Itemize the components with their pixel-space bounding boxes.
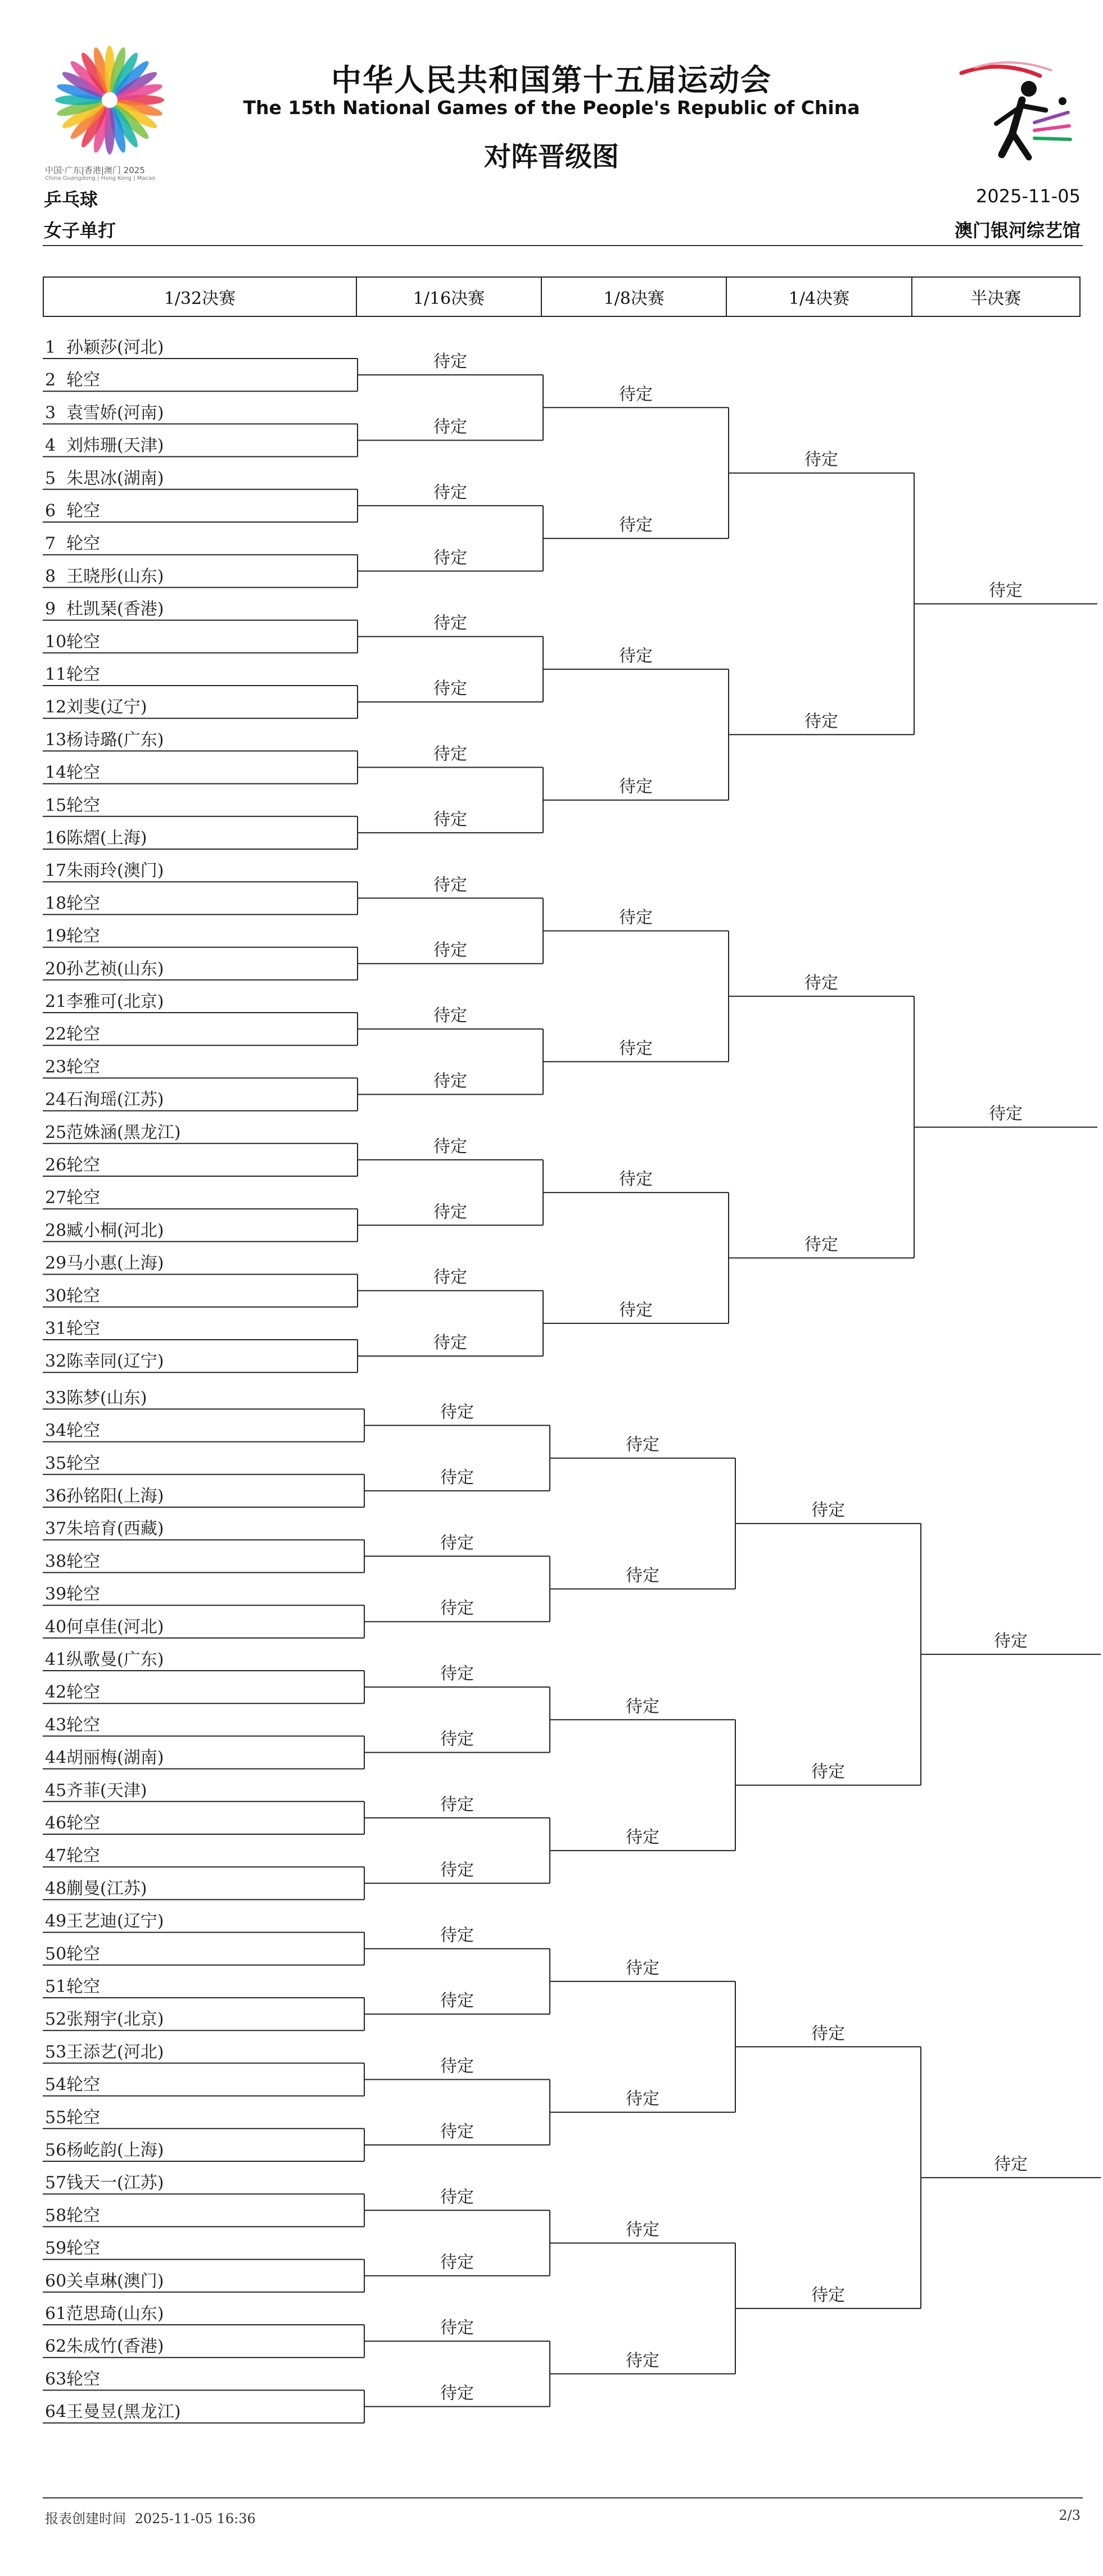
pending-winner: 待定	[440, 1925, 474, 1945]
pending-winner: 待定	[811, 2024, 845, 2044]
seed-number: 48	[45, 1879, 67, 1899]
seed-number: 11	[45, 665, 67, 684]
seed-number: 30	[45, 1286, 67, 1306]
pending-winner: 待定	[440, 2121, 474, 2142]
seed-number: 64	[45, 2402, 67, 2422]
player-name: 朱成竹(香港)	[66, 2337, 164, 2357]
seed-number: 42	[45, 1682, 67, 1703]
pending-winner: 待定	[440, 1991, 474, 2011]
pending-winner: 待定	[433, 417, 467, 437]
pending-winner: 待定	[433, 1071, 467, 1091]
page-title: 对阵晋级图	[483, 141, 619, 173]
venue-label: 澳门银河综艺馆	[954, 220, 1081, 241]
seed-number: 49	[45, 1911, 67, 1931]
pending-winner: 待定	[433, 809, 467, 829]
pending-winner: 待定	[440, 1664, 474, 1684]
player-name: 齐菲(天津)	[66, 1780, 147, 1801]
seed-number: 10	[45, 632, 67, 652]
report-created-label: 报表创建时间	[45, 2511, 126, 2527]
player-name: 孙铭阳(上海)	[66, 1486, 164, 1506]
player-name: 钱天一(江苏)	[66, 2173, 164, 2193]
seed-number: 19	[45, 926, 67, 946]
player-name: 杜凯琹(香港)	[66, 599, 164, 619]
seed-number: 6	[45, 501, 56, 521]
seed-number: 40	[45, 1617, 67, 1637]
seed-number: 23	[45, 1057, 67, 1077]
pending-winner: 待定	[626, 1566, 659, 1586]
footer-divider	[43, 2497, 1083, 2498]
player-name: 轮空	[66, 1682, 100, 1703]
seed-number: 31	[45, 1319, 67, 1339]
pending-winner: 待定	[433, 875, 467, 895]
pending-winner: 待定	[440, 2318, 474, 2338]
pending-winner: 待定	[626, 1435, 659, 1455]
pending-winner: 待定	[619, 384, 653, 405]
seed-number: 33	[45, 1388, 67, 1408]
seed-number: 32	[45, 1352, 67, 1372]
player-name: 孙颖莎(河北)	[66, 338, 164, 357]
report-created-time	[45, 2507, 256, 2527]
seed-number: 9	[45, 599, 56, 619]
player-name: 王添艺(河北)	[66, 2042, 164, 2062]
pending-winner: 待定	[440, 1794, 474, 1815]
seed-number: 54	[45, 2075, 67, 2095]
pending-winner: 待定	[433, 744, 467, 764]
seed-number: 15	[45, 795, 67, 815]
seed-number: 12	[45, 697, 67, 718]
player-name: 朱思冰(湖南)	[66, 468, 164, 488]
player-name: 轮空	[66, 1846, 100, 1866]
seed-number: 41	[45, 1650, 67, 1670]
player-name: 轮空	[66, 1319, 100, 1339]
player-name: 朱培育(西藏)	[66, 1519, 164, 1539]
player-name: 陈幸同(辽宁)	[66, 1352, 164, 1372]
pending-winner: 待定	[804, 1235, 838, 1255]
seed-number: 46	[45, 1813, 67, 1833]
player-name: 轮空	[66, 2107, 100, 2128]
seed-number: 17	[45, 861, 67, 881]
player-name: 范思琦(山东)	[66, 2304, 164, 2324]
pending-winner: 待定	[626, 2220, 659, 2240]
player-name: 轮空	[66, 1188, 100, 1208]
pending-winner: 待定	[440, 2056, 474, 2076]
seed-number: 35	[45, 1453, 67, 1473]
seed-number: 43	[45, 1715, 67, 1735]
pending-winner: 待定	[619, 1169, 653, 1190]
pending-winner: 待定	[994, 2155, 1028, 2175]
seed-number: 61	[45, 2304, 67, 2324]
player-name: 陈熠(上海)	[66, 828, 147, 848]
games-title-en: The 15th National Games of the People's Republic of China	[243, 97, 860, 119]
report-created-value: 2025-11-05 16:36	[134, 2511, 256, 2527]
seed-number: 8	[45, 566, 56, 587]
pending-winner: 待定	[440, 1467, 474, 1487]
seed-number: 20	[45, 959, 67, 979]
seed-number: 7	[45, 534, 56, 554]
seed-number: 36	[45, 1486, 67, 1506]
player-name: 孙艺祯(山东)	[66, 959, 164, 979]
seed-number: 56	[45, 2140, 67, 2160]
pending-winner: 待定	[804, 711, 838, 732]
player-name: 轮空	[66, 1057, 100, 1077]
pending-winner: 待定	[619, 908, 653, 928]
seed-number: 26	[45, 1155, 67, 1175]
seed-number: 3	[45, 403, 56, 423]
round-header-qf8: 1/8决赛	[541, 278, 726, 316]
seed-number: 52	[45, 2010, 67, 2030]
pending-winner: 待定	[989, 580, 1023, 601]
pending-winner: 待定	[440, 2383, 474, 2403]
seed-number: 39	[45, 1584, 67, 1604]
seed-number: 55	[45, 2107, 67, 2128]
seed-number: 57	[45, 2173, 67, 2193]
pending-winner: 待定	[440, 2187, 474, 2207]
seed-number: 27	[45, 1188, 67, 1208]
seed-number: 34	[45, 1421, 67, 1441]
player-name: 轮空	[66, 1453, 100, 1473]
pending-winner: 待定	[811, 1500, 845, 1521]
player-name: 刘斐(辽宁)	[66, 697, 147, 718]
seed-number: 14	[45, 763, 67, 783]
pending-winner: 待定	[804, 973, 838, 993]
pending-winner: 待定	[433, 548, 467, 568]
pending-winner: 待定	[619, 515, 653, 536]
pending-winner: 待定	[433, 1267, 467, 1287]
seed-number: 18	[45, 894, 67, 914]
seed-number: 47	[45, 1846, 67, 1866]
player-name: 轮空	[66, 894, 100, 914]
player-name: 朱雨玲(澳门)	[66, 861, 164, 881]
pending-winner: 待定	[626, 1697, 659, 1717]
sport-label: 乒乓球	[44, 189, 98, 210]
pending-winner: 待定	[811, 1762, 845, 1782]
player-name: 范姝涵(黑龙江)	[66, 1122, 181, 1142]
player-name: 轮空	[66, 2369, 100, 2389]
logo-caption: 中国·广东|香港|澳门 2025	[45, 165, 145, 175]
player-name: 王晓彤(山东)	[66, 566, 164, 587]
seed-number: 60	[45, 2271, 67, 2291]
pending-winner: 待定	[440, 1860, 474, 1880]
pending-winner: 待定	[619, 777, 653, 797]
player-name: 轮空	[66, 370, 100, 391]
pending-winner: 待定	[619, 1300, 653, 1320]
seed-number: 63	[45, 2369, 67, 2389]
pending-winner: 待定	[433, 1333, 467, 1353]
pending-winner: 待定	[433, 613, 467, 633]
player-name: 轮空	[66, 1024, 100, 1045]
seed-number: 4	[45, 436, 56, 456]
player-name: 胡丽梅(湖南)	[66, 1748, 164, 1768]
seed-number: 16	[45, 828, 67, 848]
pending-winner: 待定	[433, 1202, 467, 1222]
pending-winner: 待定	[433, 1006, 467, 1026]
round-header-r16: 1/16决赛	[356, 278, 541, 316]
pending-winner: 待定	[626, 2089, 659, 2109]
seed-number: 24	[45, 1090, 67, 1110]
pending-winner: 待定	[440, 1729, 474, 1749]
date-label: 2025-11-05	[976, 185, 1081, 207]
pending-winner: 待定	[440, 1533, 474, 1553]
player-name: 轮空	[66, 632, 100, 652]
seed-number: 45	[45, 1780, 67, 1801]
seed-number: 13	[45, 730, 67, 750]
round-header-semi: 半决赛	[911, 278, 1079, 316]
player-name: 关卓琳(澳门)	[66, 2271, 164, 2291]
player-name: 袁雪娇(河南)	[66, 403, 164, 423]
seed-number: 44	[45, 1748, 67, 1768]
round-header-r32: 1/32决赛	[164, 289, 236, 309]
seed-number: 53	[45, 2042, 67, 2062]
player-name: 王艺迪(辽宁)	[66, 1911, 164, 1931]
player-name: 轮空	[66, 501, 100, 521]
pending-winner: 待定	[626, 1958, 659, 1978]
seed-number: 22	[45, 1024, 67, 1045]
pending-winner: 待定	[804, 450, 838, 470]
player-name: 轮空	[66, 1552, 100, 1572]
pending-winner: 待定	[440, 1598, 474, 1618]
player-name: 臧小桐(河北)	[66, 1221, 164, 1241]
player-name: 轮空	[66, 926, 100, 946]
player-name: 陈梦(山东)	[66, 1388, 147, 1408]
pending-winner: 待定	[433, 1136, 467, 1157]
event-label: 女子单打	[44, 220, 116, 241]
pending-winner: 待定	[433, 352, 467, 372]
logo-caption-en: China Guangdong | Hong Kong | Macao	[45, 175, 156, 182]
player-name: 杨诗璐(广东)	[66, 730, 164, 750]
player-name: 马小惠(上海)	[66, 1253, 164, 1273]
player-name: 轮空	[66, 2075, 100, 2095]
seed-number: 51	[45, 1977, 67, 1997]
seed-number: 59	[45, 2238, 67, 2258]
player-name: 轮空	[66, 665, 100, 684]
seed-number: 21	[45, 992, 67, 1012]
seed-number: 37	[45, 1519, 67, 1539]
seed-number: 28	[45, 1221, 67, 1241]
pending-winner: 待定	[989, 1104, 1023, 1124]
player-name: 何卓佳(河北)	[66, 1617, 164, 1637]
seed-number: 2	[45, 370, 56, 391]
player-name: 轮空	[66, 1155, 100, 1175]
player-name: 刘炜珊(天津)	[66, 436, 164, 456]
pending-winner: 待定	[440, 2252, 474, 2273]
player-name: 轮空	[66, 1286, 100, 1306]
pending-winner: 待定	[433, 482, 467, 502]
player-name: 轮空	[66, 1813, 100, 1833]
seed-number: 58	[45, 2206, 67, 2226]
pending-winner: 待定	[433, 940, 467, 960]
pending-winner: 待定	[440, 1402, 474, 1422]
player-name: 王曼昱(黑龙江)	[66, 2402, 181, 2422]
pending-winner: 待定	[619, 1038, 653, 1059]
player-name: 轮空	[66, 763, 100, 783]
player-name: 轮空	[66, 2206, 100, 2226]
pending-winner: 待定	[433, 679, 467, 699]
seed-number: 50	[45, 1944, 67, 1964]
page-number: 2/3	[1059, 2507, 1081, 2523]
player-name: 轮空	[66, 534, 100, 554]
player-name: 轮空	[66, 795, 100, 815]
player-name: 李雅可(北京)	[66, 992, 164, 1012]
pending-winner: 待定	[619, 646, 653, 666]
player-name: 轮空	[66, 1944, 100, 1964]
player-name: 轮空	[66, 1421, 100, 1441]
pending-winner: 待定	[626, 1827, 659, 1848]
player-name: 张翔宇(北京)	[66, 2010, 164, 2030]
seed-number: 29	[45, 1253, 67, 1273]
seed-number: 5	[45, 468, 56, 488]
games-title-cn: 中华人民共和国第十五届运动会	[331, 62, 772, 98]
player-name: 轮空	[66, 2238, 100, 2258]
pending-winner: 待定	[626, 2351, 659, 2371]
pending-winner: 待定	[811, 2285, 845, 2305]
seed-number: 1	[45, 338, 56, 357]
pending-winner: 待定	[994, 1631, 1028, 1651]
player-name: 蒯曼(江苏)	[66, 1879, 147, 1899]
seed-number: 38	[45, 1552, 67, 1572]
player-name: 石洵瑶(江苏)	[66, 1090, 164, 1110]
player-name: 轮空	[66, 1584, 100, 1604]
player-name: 纵歌曼(广东)	[66, 1650, 164, 1670]
round-header-qf4: 1/4决赛	[726, 278, 911, 316]
seed-number: 25	[45, 1122, 67, 1142]
player-name: 轮空	[66, 1977, 100, 1997]
seed-number: 62	[45, 2337, 67, 2357]
player-name: 轮空	[66, 1715, 100, 1735]
player-name: 杨屹韵(上海)	[66, 2140, 164, 2160]
